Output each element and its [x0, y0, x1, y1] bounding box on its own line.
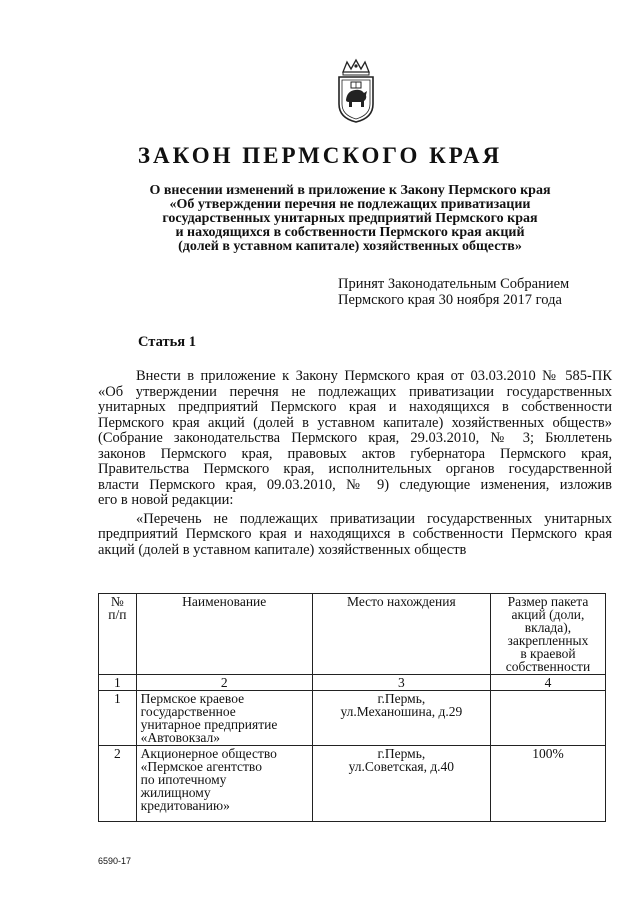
- subtitle-line: и находящихся в собственности Пермского края акций: [175, 225, 525, 240]
- document-code: 6590-17: [98, 856, 132, 866]
- paragraph-line: его в новой редакции:: [98, 492, 234, 508]
- paragraph-line: «Об утверждении перечня не подлежащих приватизации государственных: [98, 383, 612, 400]
- column-number: 1: [99, 675, 137, 691]
- paragraph-line: законов Пермского края, правовых актов губернатора Пермского края,: [98, 445, 612, 462]
- header-num: № п/п: [99, 594, 137, 675]
- row-location: г.Пермь, ул.Механошина, д.29: [312, 691, 490, 746]
- adoption-note: [338, 277, 569, 308]
- row-num: 1: [99, 691, 137, 746]
- column-number: 3: [312, 675, 490, 691]
- table-row: [99, 691, 606, 746]
- article-body: [98, 369, 612, 558]
- row-name: Акционерное общество «Пермское агентство по ипотечному жилищному кредитованию»: [136, 746, 312, 822]
- paragraph-line: акций (долей в уставном капитале) хозяйственных обществ: [98, 541, 467, 558]
- privatization-table: [98, 593, 606, 822]
- law-subtitle: [100, 184, 600, 254]
- paragraph-line: «Перечень не подлежащих приватизации государственных унитарных: [136, 510, 612, 527]
- paragraph-line: Правительства Пермского края, исполнительных органов государственной: [98, 461, 612, 477]
- paragraph-line: (Собрание законодательства Пермского края, 29.03.2010, № 3; Бюллетень: [98, 430, 612, 446]
- row-share: 100%: [490, 746, 605, 822]
- subtitle-line: (долей в уставном капитале) хозяйственных обществ»: [178, 239, 522, 254]
- paragraph-line: Внести в приложение к Закону Пермского края от 03.03.2010 № 585-ПК: [136, 368, 612, 384]
- row-location: г.Пермь, ул.Советская, д.40: [312, 746, 490, 822]
- column-number: 2: [136, 675, 312, 691]
- law-title: ЗАКОН ПЕРМСКОГО КРАЯ: [137, 143, 503, 168]
- paragraph-line: предприятий Пермского края и находящихся в собственности Пермского края: [98, 526, 612, 542]
- paragraph-line: Пермского края акций (долей в уставном капитале) хозяйственных обществ»: [98, 414, 612, 431]
- header-location: Место нахождения: [312, 594, 490, 675]
- column-number: 4: [490, 675, 605, 691]
- adoption-line: Пермского края 30 ноября 2017 года: [338, 291, 562, 308]
- paragraph-line: власти Пермского края, 09.03.2010, № 9) следующие изменения, изложив: [98, 476, 612, 493]
- header-name: Наименование: [136, 594, 312, 675]
- row-name: Пермское краевое государственное унитарное предприятие «Автовокзал»: [136, 691, 312, 746]
- table-row: [99, 746, 606, 822]
- subtitle-line: «Об утверждении перечня не подлежащих приватизации: [169, 197, 531, 212]
- paragraph-line: унитарных предприятий Пермского края и находящихся в собственности: [98, 399, 612, 415]
- row-num: 2: [99, 746, 137, 822]
- subtitle-line: государственных унитарных предприятий Пермского края: [162, 211, 538, 226]
- row-share: [490, 691, 605, 746]
- column-number-row: [99, 675, 606, 691]
- perm-krai-coat-of-arms-icon: [333, 58, 379, 124]
- adoption-line: Принят Законодательным Собранием: [338, 276, 570, 292]
- subtitle-line: О внесении изменений в приложение к Закону Пермского края: [149, 183, 551, 198]
- article-heading: Статья 1: [138, 334, 196, 350]
- table-header-row: [99, 594, 606, 675]
- header-share: Размер пакета акций (доли, вклада), закрепленных в краевой собственности: [490, 594, 605, 675]
